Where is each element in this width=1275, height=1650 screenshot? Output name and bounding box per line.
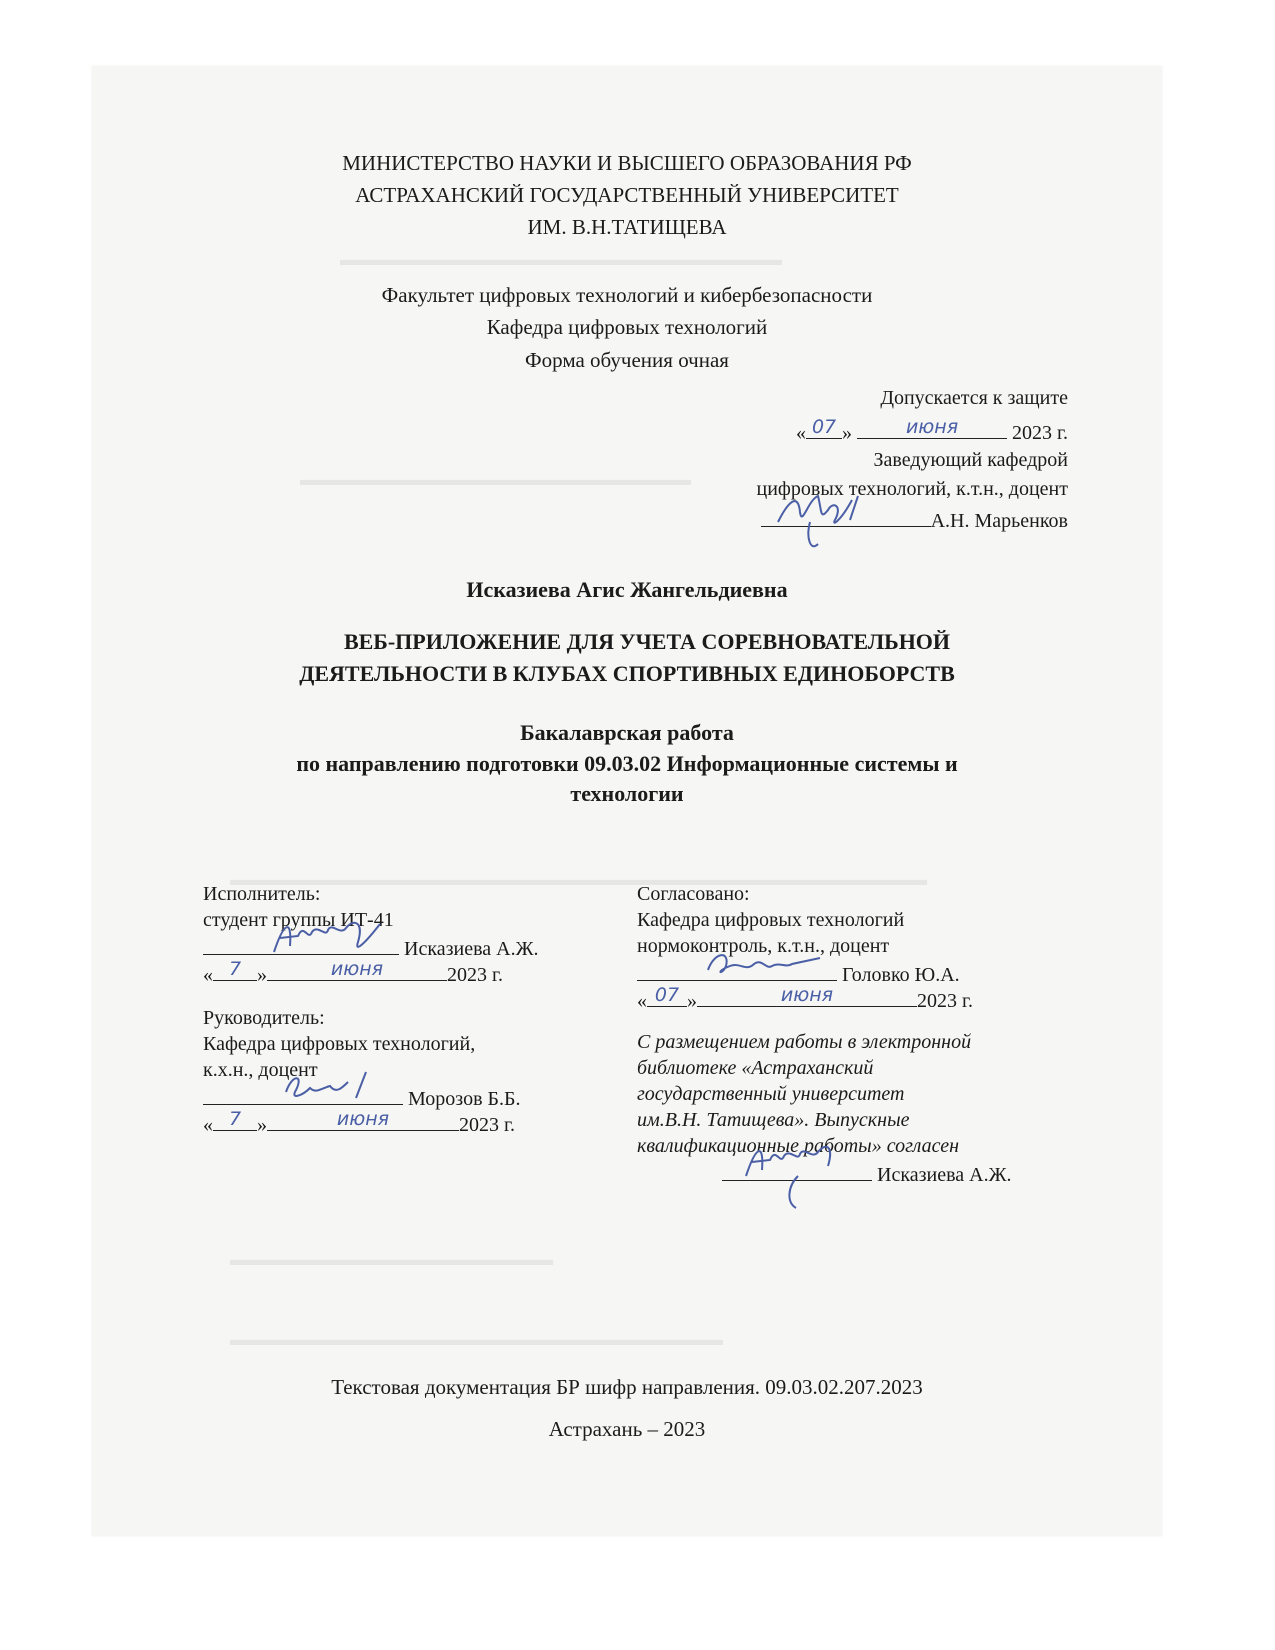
university-line: АСТРАХАНСКИЙ ГОСУДАРСТВЕННЫЙ УНИВЕРСИТЕТ	[355, 183, 899, 207]
month-field: июня	[857, 418, 1007, 439]
title-line-2: ДЕЯТЕЛЬНОСТИ В КЛУБАХ СПОРТИВНЫХ ЕДИНОБОРСТВ	[299, 661, 955, 686]
agreed-name: Головко Ю.А.	[842, 964, 960, 986]
agreed-signature	[700, 946, 825, 982]
agreed-label: Согласовано:	[637, 883, 750, 905]
agreed-position: нормоконтроль, к.т.н., доцент	[637, 935, 890, 957]
direction-line-2: технологии	[570, 781, 684, 806]
work-type: Бакалаврская работа	[520, 720, 734, 745]
direction-line-1: по направлению подготовки 09.03.02 Информационные системы и	[296, 751, 958, 776]
supervisor-department: Кафедра цифровых технологий,	[203, 1033, 476, 1055]
admitted-label: Допускается к защите	[880, 387, 1068, 409]
consent-signature	[740, 1136, 840, 1214]
executor-name: Исказиева А.Ж.	[404, 938, 539, 960]
consent-line-4: им.В.Н. Татищева». Выпускные	[637, 1109, 910, 1131]
show-through: ▬▬▬▬▬▬▬▬▬▬▬▬▬▬▬▬▬▬▬▬▬▬▬▬▬▬▬▬▬	[230, 1330, 723, 1349]
show-through: ▬▬▬▬▬▬▬▬▬▬▬▬▬▬▬▬▬▬▬▬▬▬▬▬▬▬▬▬▬▬▬▬▬▬▬▬▬▬▬▬▬	[230, 870, 927, 889]
executor-group: студент группы ИТ-41	[203, 909, 394, 931]
executor-signature	[268, 912, 386, 962]
head-signature	[770, 482, 880, 554]
approval-date: « 07 » июня 2023 г.	[796, 416, 1068, 444]
show-through: ▬▬▬▬▬▬▬▬▬▬▬▬▬▬▬▬▬▬▬▬▬▬▬	[300, 470, 691, 489]
consent-line-1: С размещением работы в электронной	[637, 1031, 972, 1053]
consent-line-3: государственный университет	[637, 1083, 905, 1105]
university-name-line: ИМ. В.Н.ТАТИЩЕВА	[527, 215, 727, 239]
supervisor-label: Руководитель:	[203, 1007, 325, 1029]
author-name: Исказиева Агис Жангельдиевна	[466, 577, 788, 602]
consent-name: Исказиева А.Ж.	[877, 1164, 1012, 1186]
day-field: 07	[806, 418, 842, 439]
supervisor-name: Морозов Б.Б.	[408, 1088, 521, 1110]
supervisor-date: « 7 » июня 2023 г.	[203, 1108, 515, 1136]
supervisor-signature	[282, 1066, 382, 1106]
agreed-department: Кафедра цифровых технологий	[637, 909, 905, 931]
docs-line: Текстовая документация БР шифр направления. 09.03.02.207.2023	[331, 1375, 923, 1399]
supervisor-position: к.х.н., доцент	[203, 1059, 318, 1081]
consent-line-5: квалификационные работы» согласен	[637, 1135, 960, 1157]
show-through: ▬▬▬▬▬▬▬▬▬▬▬▬▬▬▬▬▬▬▬	[230, 1250, 553, 1269]
ministry-line: МИНИСТЕРСТВО НАУКИ И ВЫСШЕГО ОБРАЗОВАНИЯ РФ	[342, 151, 912, 175]
show-through: ▬▬▬▬▬▬▬▬▬▬▬▬▬▬▬▬▬▬▬▬▬▬▬▬▬▬	[340, 250, 782, 269]
agreed-date: « 07 » июня 2023 г.	[637, 984, 973, 1012]
head-title: Заведующий кафедрой	[873, 449, 1068, 471]
head-name: А.Н. Марьенков	[930, 510, 1068, 532]
consent-line-2: библиотеке «Астраханский	[637, 1057, 874, 1079]
faculty-line: Факультет цифровых технологий и кибербезопасности	[381, 283, 873, 307]
city-year: Астрахань – 2023	[548, 1417, 706, 1441]
executor-label: Исполнитель:	[203, 883, 321, 905]
department-line: Кафедра цифровых технологий	[486, 315, 768, 339]
study-form-line: Форма обучения очная	[525, 348, 729, 372]
head-position: цифровых технологий, к.т.н., доцент	[756, 478, 1068, 500]
title-line-1: ВЕБ-ПРИЛОЖЕНИЕ ДЛЯ УЧЕТА СОРЕВНОВАТЕЛЬНОЙ	[343, 629, 951, 654]
executor-date: « 7 » июня 2023 г.	[203, 958, 503, 986]
